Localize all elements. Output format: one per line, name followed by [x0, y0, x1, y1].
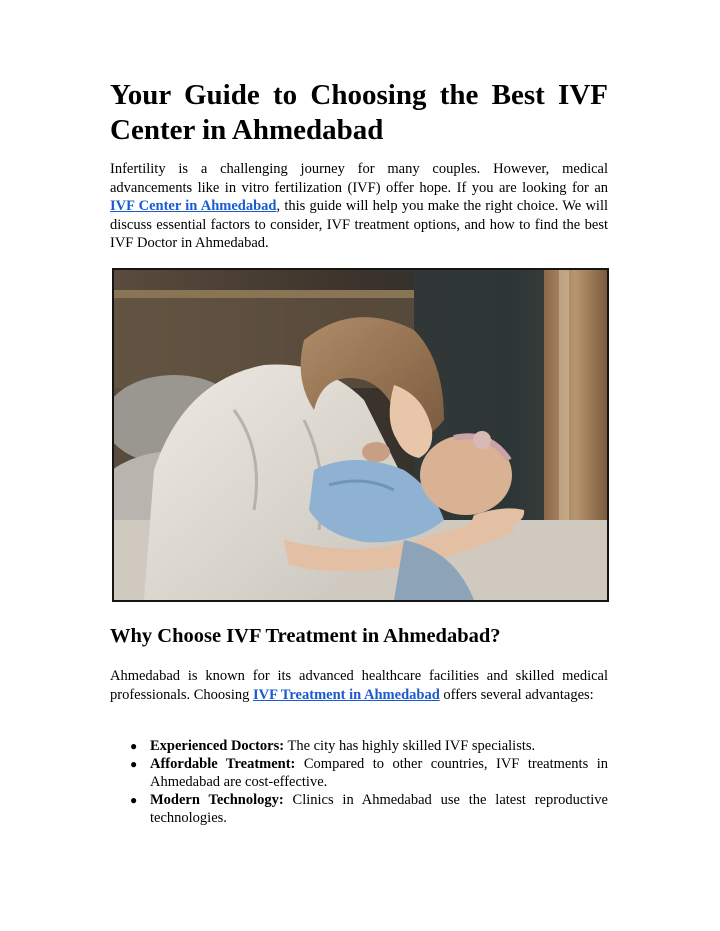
benefit-text: The city has highly skilled IVF specialists. [284, 738, 536, 754]
section-heading: Why Choose IVF Treatment in Ahmedabad? [110, 625, 501, 647]
benefit-term: Experienced Doctors: [150, 738, 285, 754]
benefit-text: Clinics in Ahmedabad use the latest reproductive technologies. [150, 792, 608, 826]
ivf-treatment-link[interactable]: IVF Treatment in Ahmedabad [252, 686, 440, 703]
intro-text-after-link: , this guide will help you make the right choice. We will discuss essential factors to consider, IVF treatment options, and how to find the best IVF Doctor in Ahmedabad. [110, 198, 608, 251]
benefit-term: Modern Technology: [150, 792, 284, 808]
mother-kissing-baby-illustration [114, 270, 607, 600]
page-title [110, 78, 608, 148]
intro-text-before-link: Infertility is a challenging journey for many couples. However, medical advancements like in vitro fertilization (IVF) offer hope. If you are looking for an [110, 161, 608, 196]
intro-paragraph [110, 160, 608, 253]
list-item [110, 791, 608, 827]
section-text-after-link: offers several advantages: [439, 686, 594, 703]
page-title-line-2: Center in Ahmedabad [110, 114, 384, 146]
bullet-icon: ● [130, 757, 138, 771]
bullet-icon: ● [130, 739, 138, 753]
list-item [110, 755, 608, 791]
list-item [110, 737, 608, 755]
mother-baby-photo [112, 268, 609, 602]
section-text-before-link: Ahmedabad is known for its advanced healthcare facilities and skilled medical professionals. Choosing [110, 668, 608, 703]
ivf-center-link[interactable]: IVF Center in Ahmedabad [110, 198, 277, 214]
benefits-list [110, 737, 608, 827]
benefit-term: Affordable Treatment: [150, 756, 296, 772]
bullet-icon: ● [130, 793, 138, 807]
page-title-line-1: Your Guide to Choosing the Best IVF [110, 79, 608, 111]
section-paragraph [110, 667, 608, 704]
benefit-text: Compared to other countries, IVF treatments in Ahmedabad are cost-effective. [150, 756, 608, 790]
